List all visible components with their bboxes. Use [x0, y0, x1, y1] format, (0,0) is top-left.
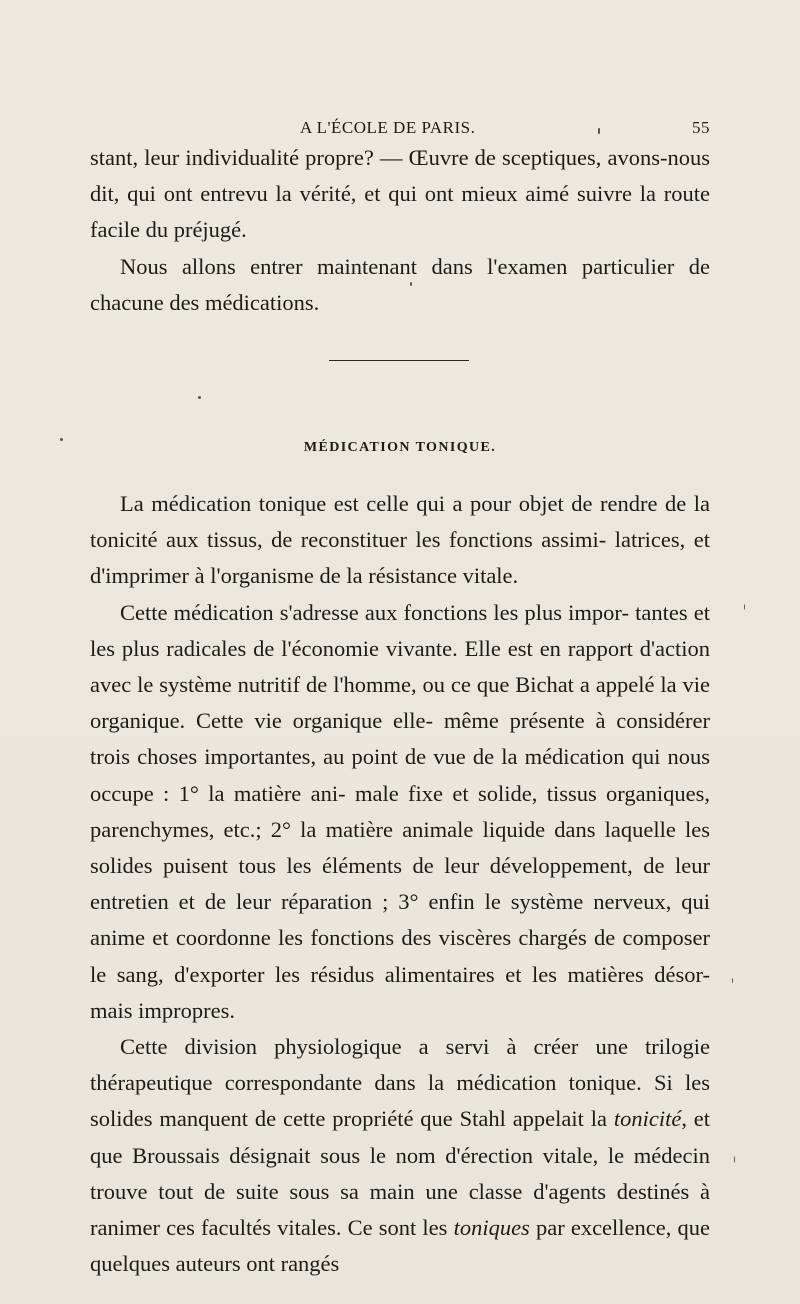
text-line: tantes et les plus radicales de l'économie vivante. Elle est en — [90, 599, 710, 661]
text-line: male fixe et solide, tissus organiques, parenchymes, etc.; — [90, 780, 711, 842]
running-head: A L'ÉCOLE DE PARIS. — [300, 118, 476, 137]
text-line: vitale, le médecin trouve tout de suite sous sa main une — [90, 1142, 710, 1204]
text-line: La médication tonique est celle qui a pour objet de rendre — [120, 491, 658, 516]
paper-speck — [410, 282, 412, 286]
text-line: par excellence, que quelques auteurs ont rangés — [90, 1215, 711, 1277]
italic-term: toniques — [453, 1215, 530, 1241]
paper-speck — [734, 1156, 735, 1163]
text-line: avons-nous dit, qui ont entrevu la vérité, et qui ont mieux — [90, 145, 710, 207]
paper-speck — [732, 978, 733, 983]
text-line: classe d'agents destinés à ranimer ces facultés vitales. Ce sont — [90, 1178, 711, 1241]
text-line: thérapeutique correspondante dans la médication tonique. Si — [90, 1070, 673, 1096]
paragraph-trilogy — [90, 1029, 710, 1282]
text-line: mais impropres. — [90, 997, 235, 1023]
text-line: coordonne les fonctions des viscères chargés de composer le — [90, 925, 711, 987]
text-line: Nous allons entrer maintenant dans l'examen particulier — [120, 253, 675, 279]
text-line: Cette médication s'adresse aux fonctions les plus impor- — [120, 599, 629, 625]
text-line: aimé suivre la route facile du préjugé. — [90, 181, 711, 243]
text-line: même présente à considérer trois choses importantes, au point — [90, 708, 711, 770]
text-line: tous les éléments de leur développement, de leur entretien et — [90, 853, 711, 915]
paragraph-definition — [90, 486, 710, 595]
paper-speck — [598, 128, 600, 134]
text-line: de leur réparation ; 3° enfin le système nerveux, qui anime et — [90, 889, 711, 951]
text-line: 2° la matière animale liquide dans laquelle les solides puisent — [90, 816, 711, 879]
page-header — [92, 112, 710, 142]
text-line: Cette division physiologique a servi à créer une trilogie — [120, 1034, 710, 1060]
opening-text — [90, 140, 710, 321]
section-body — [90, 486, 710, 1282]
page-number: 55 — [692, 118, 710, 137]
text-line: latrices, et d'imprimer à l'organisme de la résistance vitale. — [90, 527, 711, 589]
text-line: , et que Broussais désignait sous le nom d'érection — [90, 1106, 711, 1168]
text-line: de chacune des médications. — [90, 253, 711, 315]
intro-paragraph — [90, 140, 710, 249]
section-title: MÉDICATION TONIQUE. — [303, 440, 497, 455]
text-line: de vue de la médication qui nous occupe : 1° la matière ani- — [90, 744, 711, 806]
text-line: les — [422, 1215, 454, 1241]
paper-speck — [60, 438, 63, 441]
text-line: les solides manquent de cette propriété que Stahl appelait la — [90, 1070, 710, 1132]
italic-term: tonicité — [613, 1106, 682, 1132]
section-separator-rule — [329, 360, 469, 361]
text-line: rapport d'action avec le système nutritif de l'homme, ou ce — [90, 635, 710, 698]
text-line: de la tonicité aux tissus, de reconstituer les fonctions assimi- — [90, 491, 711, 553]
paragraph-functions — [90, 595, 710, 1029]
text-line: stant, leur individualité propre? — Œuvre de sceptiques, — [90, 145, 602, 170]
paper-speck — [198, 396, 201, 399]
text-line: sang, d'exporter les résidus alimentaires et les matières désor- — [116, 961, 711, 987]
transition-paragraph — [90, 249, 710, 321]
text-line: que Bichat a appelé la vie organique. Cette vie organique elle- — [90, 672, 710, 734]
paper-speck — [744, 604, 745, 610]
